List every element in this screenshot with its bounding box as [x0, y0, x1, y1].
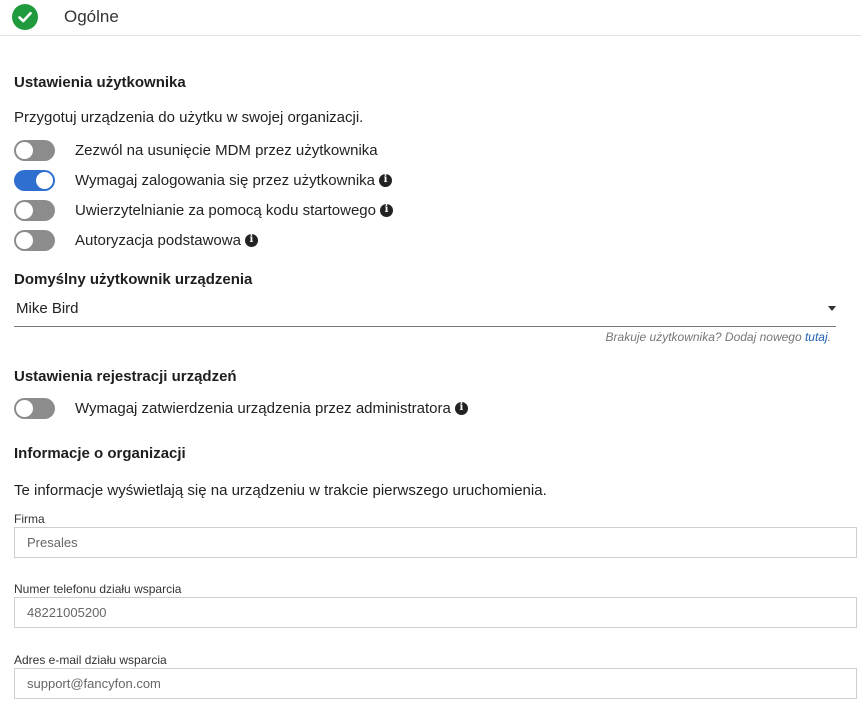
toggle-switch[interactable] — [14, 140, 55, 161]
organization-info-title: Informacje o organizacji — [14, 445, 186, 462]
support-phone-input[interactable] — [14, 597, 857, 628]
support-phone-label: Numer telefonu działu wsparcia — [14, 582, 182, 596]
toggle-row-require-login[interactable] — [14, 169, 388, 191]
hint-end: . — [827, 330, 831, 344]
company-label: Firma — [14, 512, 45, 526]
toggle-switch[interactable] — [14, 230, 55, 251]
page-header — [0, 0, 861, 36]
toggle-row-admin-approval[interactable] — [14, 397, 464, 419]
toggle-switch[interactable] — [14, 170, 55, 191]
info-icon[interactable]: i — [380, 204, 393, 217]
default-user-select[interactable] — [14, 294, 836, 327]
toggle-label: Uwierzytelnianie za pomocą kodu startowego — [75, 201, 376, 219]
hint-text: Brakuje użytkownika? Dodaj nowego — [605, 330, 805, 344]
toggle-row-basic-auth[interactable] — [14, 229, 254, 251]
organization-description: Te informacje wyświetlają się na urządzeniu w trakcie pierwszego uruchomienia. — [14, 482, 547, 499]
page-title: Ogólne — [64, 7, 119, 26]
company-input[interactable] — [14, 527, 857, 558]
support-email-label: Adres e-mail działu wsparcia — [14, 653, 167, 667]
toggle-switch[interactable] — [14, 200, 55, 221]
check-circle-icon — [12, 4, 38, 30]
default-user-title: Domyślny użytkownik urządzenia — [14, 271, 253, 288]
support-email-input[interactable] — [14, 668, 857, 699]
toggle-row-mdm-removal[interactable] — [14, 139, 378, 161]
user-settings-title: Ustawienia użytkownika — [14, 74, 186, 91]
toggle-label: Wymagaj zatwierdzenia urządzenia przez administratora — [75, 399, 451, 417]
toggle-label: Zezwól na usunięcie MDM przez użytkownika — [75, 141, 378, 159]
add-user-link[interactable]: tutaj — [804, 330, 828, 344]
missing-user-hint — [606, 330, 831, 344]
info-icon[interactable]: i — [379, 174, 392, 187]
caret-down-icon[interactable] — [828, 306, 836, 311]
registration-settings-title: Ustawienia rejestracji urządzeń — [14, 368, 237, 385]
toggle-switch[interactable] — [14, 398, 55, 419]
toggle-row-startup-code[interactable] — [14, 199, 389, 221]
user-settings-description: Przygotuj urządzenia do użytku w swojej organizacji. — [14, 109, 364, 126]
info-icon[interactable]: i — [245, 234, 258, 247]
toggle-label: Autoryzacja podstawowa — [75, 231, 241, 249]
select-value: Mike Bird — [16, 300, 79, 317]
info-icon[interactable]: i — [455, 402, 468, 415]
toggle-label: Wymagaj zalogowania się przez użytkownika — [75, 171, 375, 189]
